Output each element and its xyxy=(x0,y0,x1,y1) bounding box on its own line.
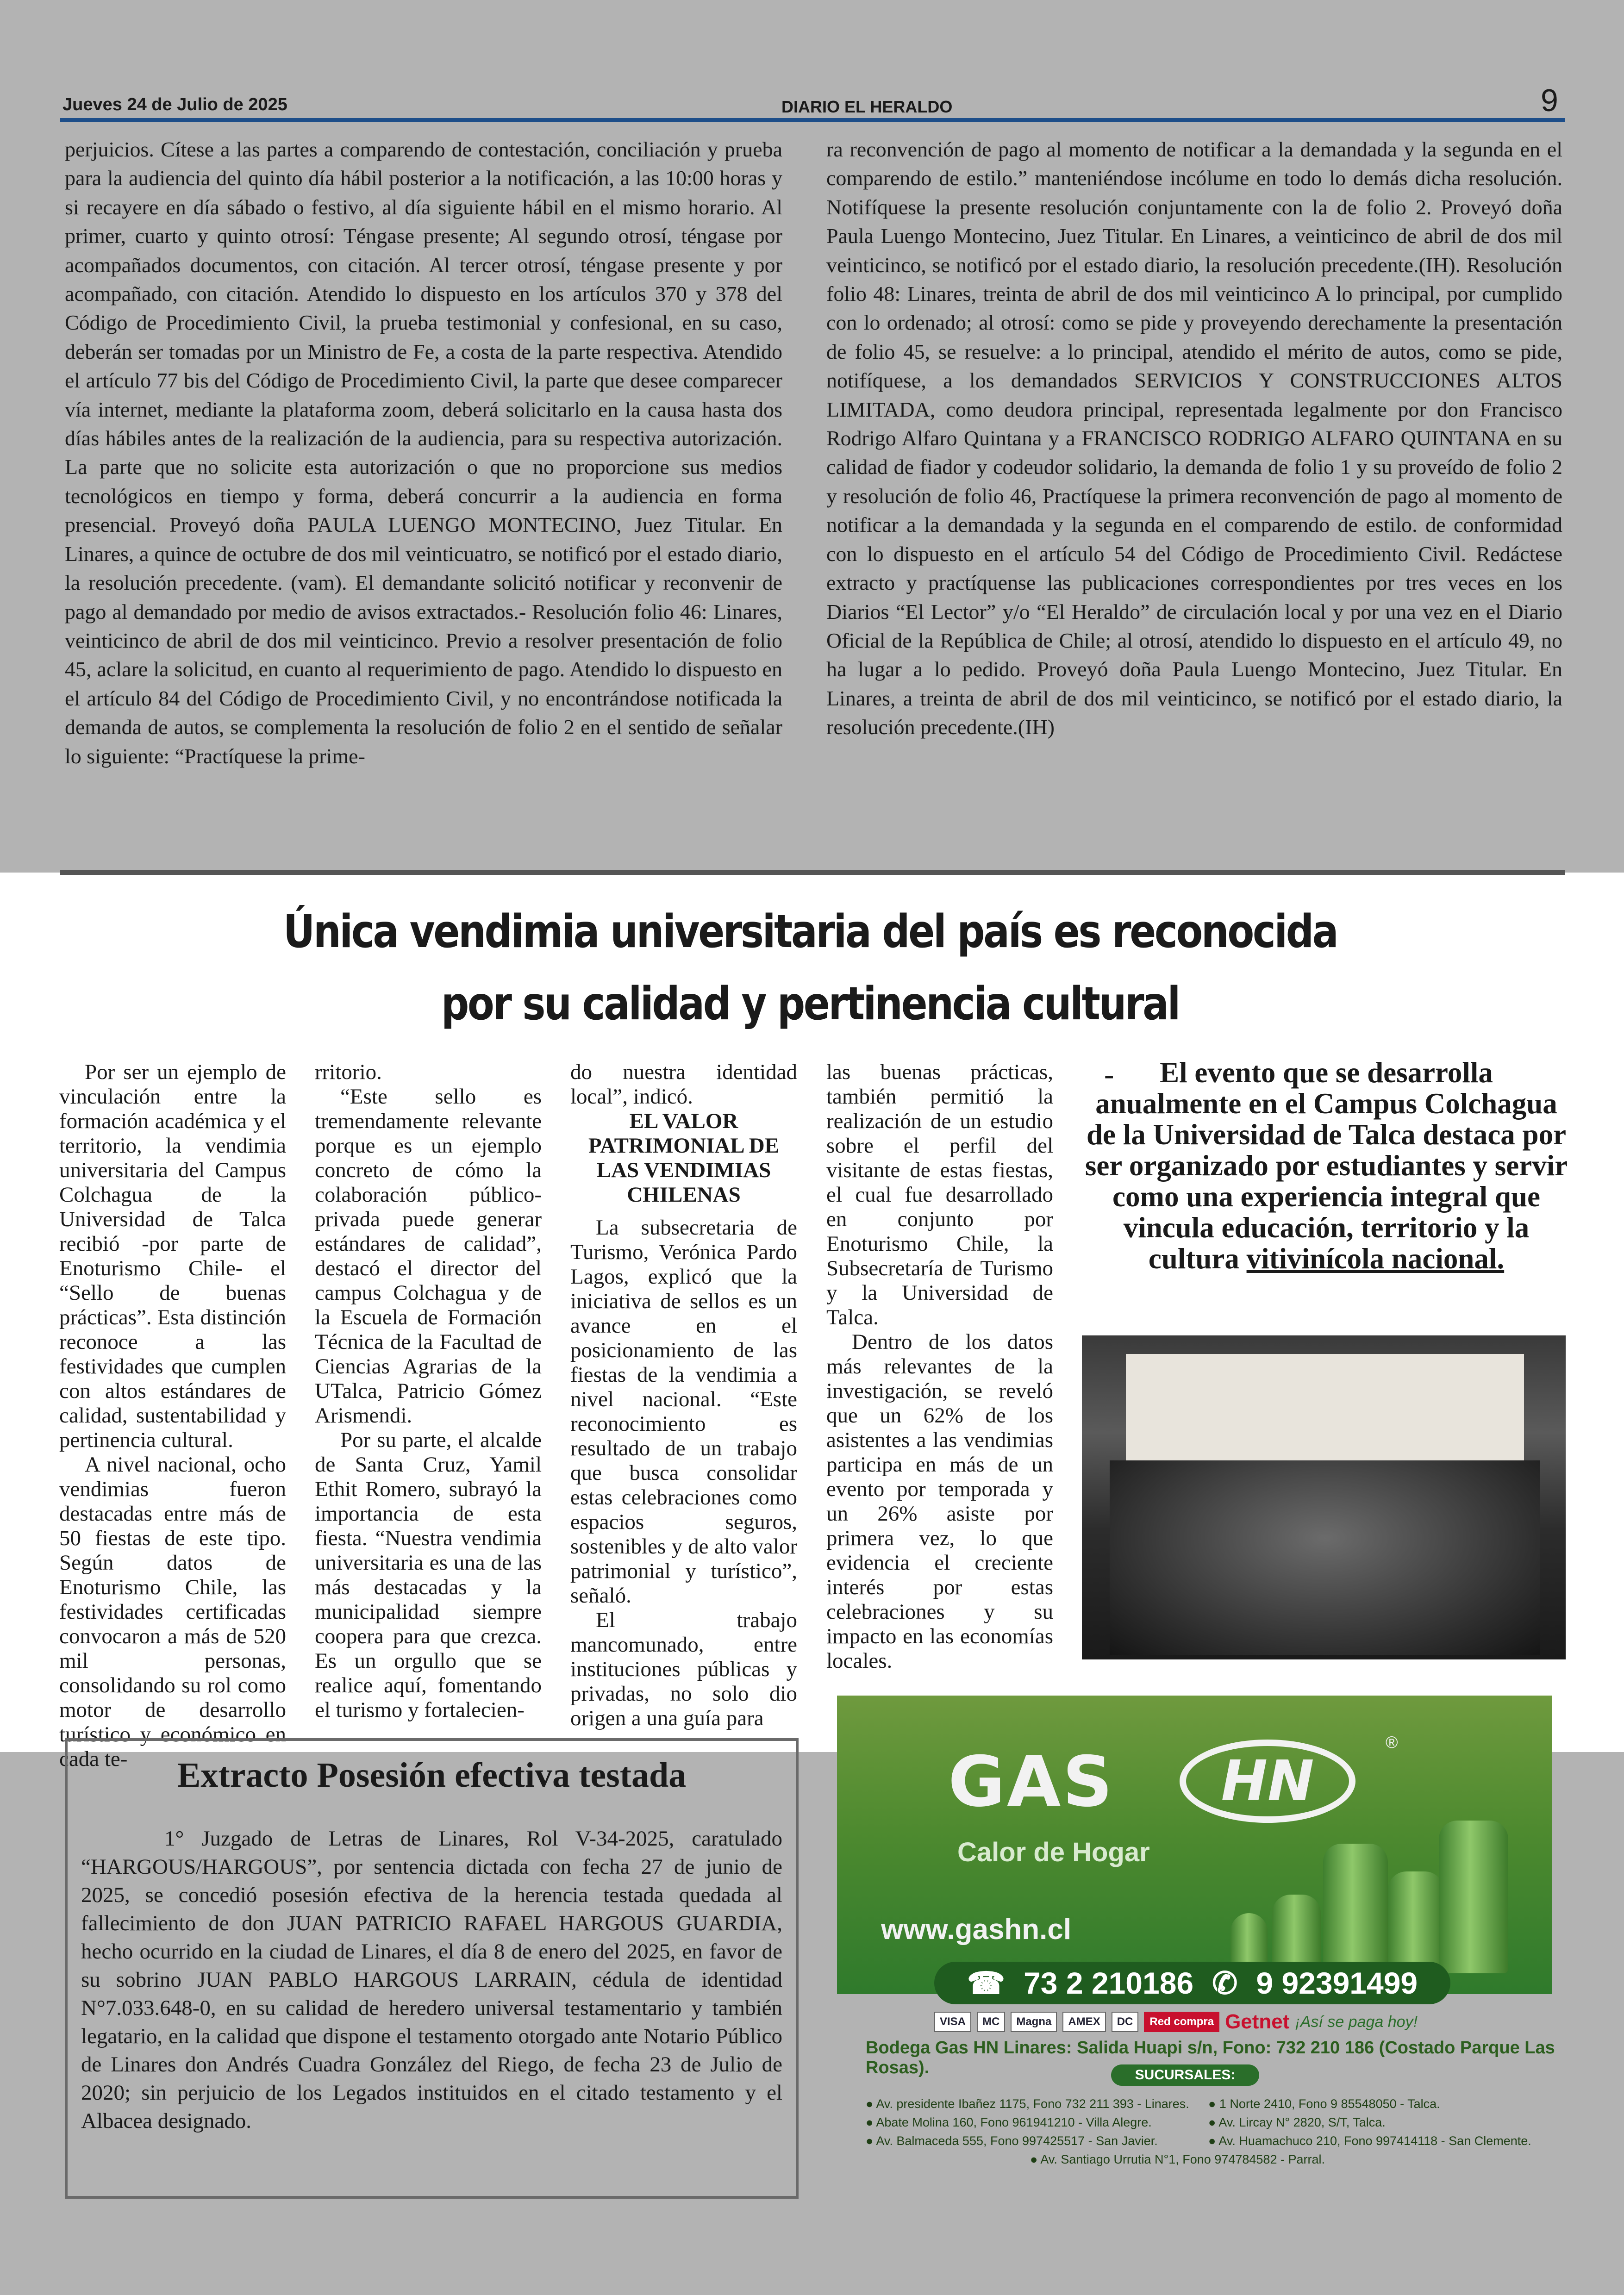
ad-branch-item: ● Av. Santiago Urrutia N°1, Fono 974784582 - Parral. xyxy=(1030,2152,1325,2167)
article-paragraph: Por su parte, el alcalde de Santa Cruz, Yamil Ethit Romero, subrayó la importancia de esta fiesta. “Nuestra vendimia universitaria es una de las más destacadas y la municipalidad siempre coopera para que crezca. Es un orgullo que se realice aquí, fomentando el turismo y fortalecien- xyxy=(315,1428,542,1722)
article-paragraph: A nivel nacional, ocho vendimias fueron destacadas entre más de 50 fiestas de este tipo. Según datos de Enoturismo Chile, las festividades certificadas convocaron a más de 520 mil personas, consolidando su rol como motor de desarrollo turístico y económico en cada te- xyxy=(59,1453,286,1771)
article-paragraph: El trabajo mancomunado, entre instituciones públicas y privadas, no solo dio origen a una guía para xyxy=(570,1608,797,1730)
payment-amex-icon: AMEX xyxy=(1062,2012,1106,2032)
article-paragraph: las buenas prácticas, también permitió la realización de un estudio sobre el perfil del visitante de estas fiestas, el cual fue desarrollado en conjunto por Enoturismo Chile, la Subsecretaría de Turismo y la Universidad de Talca. xyxy=(826,1060,1053,1329)
article-sidebar-summary xyxy=(1083,1057,1569,1274)
event-photo xyxy=(1082,1335,1566,1659)
payment-redcompra-icon: Red compra xyxy=(1144,2012,1219,2032)
ad-brand-oval-text: HN xyxy=(1221,1749,1314,1814)
photo-projection-screen xyxy=(1126,1354,1524,1470)
gas-cylinder-icon xyxy=(1323,1844,1388,1969)
ad-brand-text: GAS xyxy=(948,1742,1115,1822)
sidebar-bullet: - xyxy=(1104,1058,1114,1091)
section-divider xyxy=(60,870,1565,875)
article-headline xyxy=(233,896,1387,1040)
ad-phone-bar xyxy=(934,1962,1450,2004)
article-paragraph: “Este sello es tremendamente relevante porque es un ejemplo concreto de cómo la colaboración público-privada puede generar estándares de calidad”, destacó el director del campus Colchagua y de la Escuela de Formación Técnica de la Facultad de Ciencias Agrarias de la UTalca, Patricio Gómez Arismendi. xyxy=(315,1085,542,1428)
newspaper-name: DIARIO EL HERALDO xyxy=(781,97,953,116)
payment-mastercard-icon: MC xyxy=(977,2012,1005,2032)
registered-mark: ® xyxy=(1386,1733,1398,1752)
photo-group xyxy=(1110,1460,1540,1655)
legal-notice-left-column: perjuicios. Cítese a las partes a comparendo de contestación, conciliación y prueba para la audiencia del quinto día hábil posterior a la notificación, a las 10:00 horas y si recayere en día sábado o festivo, al día siguiente hábil en el mismo horario. Al primer, cuarto y quinto otrosí: Téngase presente; Al segundo otrosí, téngase por acompañados documentos, con citación. Al tercer otrosí, téngase presente y por acompañado, con citación. Atendido lo dispuesto en los artículos 370 y 378 del Código de Procedimiento Civil, la prueba testimonial y confesional, en su caso, deberán ser tomadas por un Ministro de Fe, a costa de la parte respectiva. Atendido el artículo 77 bis del Código de Procedimiento Civil, la parte que desee comparecer vía internet, mediante la plataforma zoom, deberá solicitarlo en la causa hasta dos días hábiles antes de la realización de la audiencia, para su respectiva autorización. La parte que no solicite esta autorización o que no proporcione sus medios tecnológicos en tiempo y forma, deberá concurrir a la audiencia en forma presencial. Proveyó doña PAULA LUENGO MONTECINO, Juez Titular. En Linares, a quince de octubre de dos mil veinticuatro, se notificó por el estado diario, la resolución precedente. (vam). El demandante solicitó notificar y reconvenir de pago al demandado por medio de avisos extractados.- Resolución folio 46: Linares, veinticinco de abril de dos mil veinticinco. Previo a resolver presentación de folio 45, aclare la solicitud, en cuanto al requerimiento de pago. Atendido lo dispuesto en el artículo 84 del Código de Procedimiento Civil, y no encontrándose notificada la demanda de autos, se complementa la resolución de folio 2 en el sentido de señalar lo siguiente: “Practíquese la prime- xyxy=(65,137,782,768)
ad-branch-item: ● Av. presidente Ibañez 1175, Fono 732 211 393 - Linares. xyxy=(866,2097,1189,2111)
ad-slogan: Calor de Hogar xyxy=(957,1837,1150,1867)
ad-whatsapp: 9 92391499 xyxy=(1256,1966,1418,2000)
ad-branch-item: ● Av. Balmaceda 555, Fono 997425517 - San Javier. xyxy=(866,2134,1158,2148)
headline-line-2: por su calidad y pertinencia cultural xyxy=(441,978,1180,1030)
gas-cylinder-icon xyxy=(1439,1821,1508,1973)
ad-brand-logo xyxy=(1180,1740,1355,1823)
ad-branch-item: ● Av. Lircay N° 2820, S/T, Talca. xyxy=(1208,2115,1386,2130)
phone-icon: ☎ xyxy=(967,1965,1006,2000)
pay-slogan: ¡Así se paga hoy! xyxy=(1295,2013,1418,2031)
sidebar-summary-end: vitivinícola nacional. xyxy=(1246,1242,1505,1275)
getnet-logo: Getnet xyxy=(1225,2010,1290,2033)
ad-payment-methods xyxy=(934,2008,1550,2036)
issue-date: Jueves 24 de Julio de 2025 xyxy=(62,95,287,114)
ad-branch-item: ● Av. Huamachuco 210, Fono 997414118 - San Clemente. xyxy=(1208,2134,1531,2148)
headline-line-1: Única vendimia universitaria del país es reconocida xyxy=(283,905,1337,958)
header-rule xyxy=(60,118,1565,122)
sidebar-summary-text: El evento que se desarrolla anualmente en el Campus Colchagua de la Universidad de Talca destaca por ser organizado por estudiantes y servir como una experiencia integral que vincula educación, territorio y la cultura xyxy=(1085,1056,1568,1275)
article-paragraph: Dentro de los datos más relevantes de la investigación, se reveló que un 62% de los asistentes a las vendimias participa en más de un evento por temporada y un 26% asiste por primera vez, lo que evidencia el creciente interés por estas celebraciones y su impacto en las economías locales. xyxy=(826,1330,1053,1673)
article-paragraph: La subsecretaria de Turismo, Verónica Pardo Lagos, explicó que la iniciativa de sellos es un avance en el posicionamiento de las fiestas de la vendimia a nivel nacional. “Este reconocimiento es resultado de un trabajo que busca consolidar estas celebraciones como espacios seguros, sostenibles y de alto valor patrimonial y turístico”, señaló. xyxy=(570,1216,797,1608)
whatsapp-icon: ✆ xyxy=(1212,1965,1238,2000)
ad-branch-item: ● 1 Norte 2410, Fono 9 85548050 - Talca. xyxy=(1208,2097,1440,2111)
payment-diners-icon: DC xyxy=(1112,2012,1139,2032)
ad-branches-label: SUCURSALES: xyxy=(1111,2064,1259,2086)
payment-magna-icon: Magna xyxy=(1011,2012,1057,2032)
article-subheading: EL VALOR PATRIMONIAL DE LAS VENDIMIAS CHILENAS xyxy=(588,1109,780,1207)
ad-branch-item: ● Abate Molina 160, Fono 961941210 - Villa Alegre. xyxy=(866,2115,1152,2130)
legal-notice-right-column: ra reconvención de pago al momento de notificar a la demandada y la segunda en el comparendo de estilo.” manteniéndose incólume en todo lo demás dicha resolución. Notifíquese la presente resolución conjuntamente con la de folio 2. Proveyó doña Paula Luengo Montecino, Juez Titular. En Linares, a veinticinco de abril de dos mil veinticinco, se notificó por el estado diario, la resolución precedente.(IH). Resolución folio 48: Linares, treinta de abril de dos mil veinticinco A lo principal, por cumplido con lo ordenado; al otrosí: como se pide y proveyendo derechamente la presentación de folio 45, se resuelve: a lo principal, atendido el mérito de autos, como se pide, notifíquese, a los demandados SERVICIOS Y CONSTRUCCIONES ALTOS LIMITADA, como deudora principal, representada legalmente por don Francisco Rodrigo Alfaro Quintana y a FRANCISCO RODRIGO ALFARO QUINTANA en su calidad de fiador y codeudor solidario, la demanda de folio 1 y su proveído de folio 2 y resolución de folio 46, Practíquese la primera reconvención de pago al momento de notificar a la demandada y la segunda en el comparendo de estilo. de conformidad con lo dispuesto en el artículo 54 del Código de Procedimiento Civil. Redáctese extracto y practíquense las publicaciones correspondientes por tres veces en los Diarios “El Lector” y/o “El Heraldo” de circulación local y por una vez en el Diario Oficial de la República de Chile; al otrosí, atendido lo dispuesto en el artículo 49, no ha lugar a lo pedido. Proveyó doña Paula Luengo Montecino, Juez Titular. En Linares, a treinta de abril de dos mil veinticinco, se notificó por el estado diario, la resolución precedente.(IH) xyxy=(826,137,1562,739)
ad-bodega-address: Bodega Gas HN Linares: Salida Huapi s/n, Fono: 732 210 186 (Costado Parque Las Rosas). xyxy=(866,2038,1555,2077)
gas-cylinder-icon xyxy=(1388,1871,1443,1973)
ad-phone: 73 2 210186 xyxy=(1024,1966,1194,2000)
page-number: 9 xyxy=(1541,83,1558,118)
article-column-3 xyxy=(570,1060,797,1731)
article-paragraph: Por ser un ejemplo de vinculación entre la formación académica y el territorio, la vendimia universitaria del Campus Colchagua de la Universidad de Talca recibió -por parte de Enoturismo Chile- el “Sello de buenas prácticas”. Esta distinción reconoce a las festividades que cumplen con altos estándares de calidad, sustentabilidad y pertinencia cultural. xyxy=(59,1060,286,1452)
article-column-1 xyxy=(59,1060,286,1771)
article-paragraph: rritorio. xyxy=(315,1060,382,1084)
article-column-2 xyxy=(315,1060,542,1722)
article-column-4 xyxy=(826,1060,1053,1673)
extract-title: Extracto Posesión efectiva testada xyxy=(177,1756,687,1795)
gas-hn-advertisement xyxy=(837,1696,1552,1994)
extract-body: 1° Juzgado de Letras de Linares, Rol V-34-2025, caratulado “HARGOUS/HARGOUS”, por sentencia dictada con fecha 27 de junio de 2025, se concedió posesión efectiva de la herencia testada quedada al fallecimiento de don JUAN PATRICIO RAFAEL HARGOUS GUARDIA, hecho ocurrido en la ciudad de Linares, el día 8 de enero del 2025, en favor de su sobrino JUAN PABLO HARGOUS LARRAIN, cédula de identidad N°7.033.648-0, en su calidad de heredero universal testamentario y también legatario, en la calidad que dispone el testamento otorgado ante Notario Público de Linares don Andrés Cuadra González del Riego, de fecha 23 de Julio de 2020; sin perjuicio de los Legados instituidos en el citado testamento y el Albacea designado. xyxy=(81,1827,782,2133)
ad-website: www.gashn.cl xyxy=(881,1914,1072,1946)
article-paragraph: do nuestra identidad local”, indicó. xyxy=(570,1060,797,1109)
payment-visa-icon: VISA xyxy=(934,2012,971,2032)
